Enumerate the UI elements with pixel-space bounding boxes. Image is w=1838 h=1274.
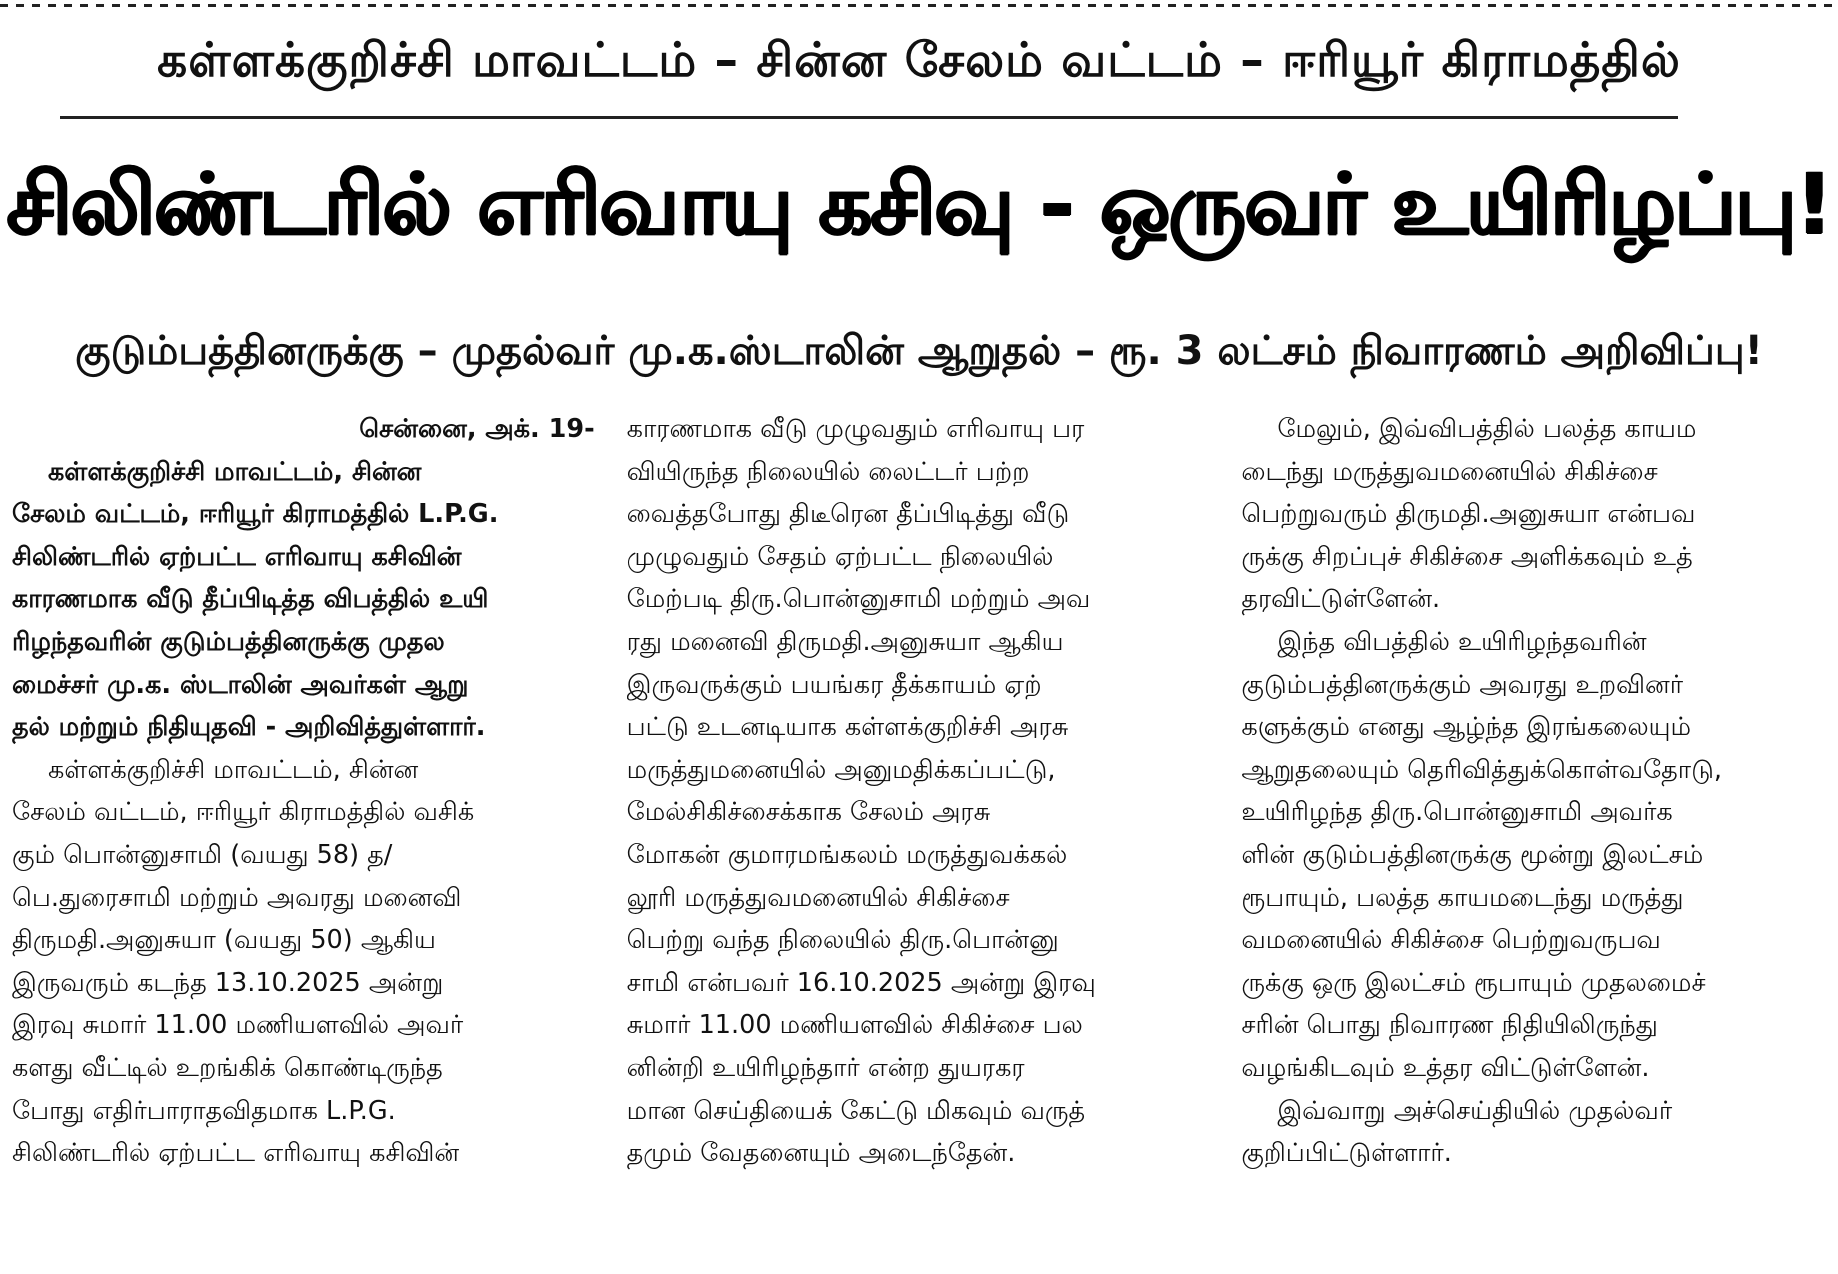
text-line: குடும்பத்தினருக்கும் அவரது உறவினர் (1241, 669, 1684, 700)
article-subheadline: குடும்பத்தினருக்கு – முதல்வர் மு.க.ஸ்டாலின் ஆறுதல் – ரூ. 3 லட்சம் நிவாரணம் அறிவிப்பு! (75, 327, 1763, 374)
kicker-divider (60, 116, 1678, 119)
text-line: தமும் வேதனையும் அடைந்தேன். (626, 1138, 1016, 1169)
text-line: ரது மனைவி திருமதி.அனுசுயா ஆகிய (626, 626, 1064, 657)
text-line: தரவிட்டுள்ளேன். (1241, 584, 1441, 615)
text-line: மேல்சிகிச்சைக்காக சேலம் அரசு (626, 797, 991, 828)
text-line: ஆறுதலையும் தெரிவித்துக்கொள்வதோடு, (1241, 754, 1722, 785)
article-body (12, 408, 1828, 1270)
text-line: ரூபாயும், பலத்த காயமடைந்து மருத்து (1241, 882, 1684, 913)
lead-line: மைச்சர் மு.க. ஸ்டாலின் அவர்கள் ஆறு (12, 669, 469, 700)
text-line: லூரி மருத்துவமனையில் சிகிச்சை (626, 882, 1010, 913)
text-line: காரணமாக வீடு முழுவதும் எரிவாயு பர (626, 414, 1085, 444)
text-line: சரின் பொது நிவாரண நிதியிலிருந்து (1241, 1010, 1658, 1041)
lead-line: சிலிண்டரில் ஏற்பட்ட எரிவாயு கசிவின் (12, 541, 462, 572)
text-line: சேலம் வட்டம், ஈரியூர் கிராமத்தில் வசிக் (12, 797, 475, 828)
lead-line: கள்ளக்குறிச்சி மாவட்டம், சின்ன (48, 456, 422, 487)
text-line: மான செய்தியைக் கேட்டு மிகவும் வருத் (626, 1095, 1086, 1126)
body-column-1 (12, 408, 599, 1270)
text-line: இரவு சுமார் 11.00 மணியளவில் அவர் (12, 1010, 464, 1041)
text-line: வமனையில் சிகிச்சை பெற்றுவருபவ (1241, 925, 1661, 956)
article-kicker: கள்ளக்குறிச்சி மாவட்டம் – சின்ன சேலம் வட்டம் – ஈரியூர் கிராமத்தில் (157, 32, 1681, 88)
text-line: குறிப்பிட்டுள்ளார். (1241, 1138, 1452, 1169)
text-line: களது வீட்டில் உறங்கிக் கொண்டிருந்த (12, 1052, 443, 1083)
text-line: கள்ளக்குறிச்சி மாவட்டம், சின்ன (48, 754, 419, 785)
text-line: னின்றி உயிரிழந்தார் என்ற துயரகர (626, 1052, 1025, 1083)
text-line: வழங்கிடவும் உத்தர விட்டுள்ளேன். (1241, 1052, 1650, 1083)
lead-line: ரிழந்தவரின் குடும்பத்தினருக்கு முதல (12, 626, 445, 657)
body-column-2 (627, 408, 1214, 1270)
text-line: மருத்துமனையில் அனுமதிக்கப்பட்டு, (626, 754, 1056, 785)
text-line: வைத்தபோது திடீரென தீப்பிடித்து வீடு (626, 499, 1070, 530)
text-line: பட்டு உடனடியாக கள்ளக்குறிச்சி அரசு (626, 712, 1069, 743)
text-line: பெற்று வந்த நிலையில் திரு.பொன்னு (626, 925, 1059, 956)
text-line: ருக்கு சிறப்புச் சிகிச்சை அளிக்கவும் உத் (1241, 541, 1693, 572)
text-line: சிலிண்டரில் ஏற்பட்ட எரிவாயு கசிவின் (12, 1138, 460, 1169)
text-line: போது எதிர்பாராதவிதமாக L.P.G. (12, 1095, 396, 1126)
text-line: இந்த விபத்தில் உயிரிழந்தவரின் (1277, 626, 1647, 657)
lead-line: காரணமாக வீடு தீப்பிடித்த விபத்தில் உயி (12, 584, 489, 615)
text-line: கும் பொன்னுசாமி (வயது 58) த/ (12, 839, 393, 870)
text-line: இருவருக்கும் பயங்கர தீக்காயம் ஏற் (626, 669, 1042, 700)
lead-line: சேலம் வட்டம், ஈரியூர் கிராமத்தில் L.P.G. (12, 499, 499, 530)
lead-line: தல் மற்றும் நிதியுதவி - அறிவித்துள்ளார். (12, 712, 486, 743)
text-line: உயிரிழந்த திரு.பொன்னுசாமி அவர்க (1241, 797, 1673, 828)
body-column-3 (1241, 408, 1828, 1270)
text-line: திருமதி.அனுசுயா (வயது 50) ஆகிய (12, 925, 436, 956)
text-line: பெ.துரைசாமி மற்றும் அவரது மனைவி (12, 882, 462, 913)
text-line: மேலும், இவ்விபத்தில் பலத்த காயம (1277, 414, 1697, 444)
text-line: டைந்து மருத்துவமனையில் சிகிச்சை (1241, 456, 1658, 487)
text-line: வியிருந்த நிலையில் லைட்டர் பற்ற (626, 456, 1030, 487)
text-line: சாமி என்பவர் 16.10.2025 அன்று இரவு (626, 967, 1096, 998)
text-line: களுக்கும் எனது ஆழ்ந்த இரங்கலையும் (1241, 712, 1691, 743)
text-line: இருவரும் கடந்த 13.10.2025 அன்று (12, 967, 444, 998)
text-line: சுமார் 11.00 மணியளவில் சிகிச்சை பல (626, 1010, 1083, 1041)
text-line: இவ்வாறு அச்செய்தியில் முதல்வர் (1277, 1095, 1673, 1126)
text-line: மேற்படி திரு.பொன்னுசாமி மற்றும் அவ (626, 584, 1091, 615)
text-line: ருக்கு ஒரு இலட்சம் ரூபாயும் முதலமைச் (1241, 967, 1706, 998)
text-line: ளின் குடும்பத்தினருக்கு மூன்று இலட்சம் (1241, 839, 1704, 870)
text-line: மோகன் குமாரமங்கலம் மருத்துவக்கல் (626, 839, 1068, 870)
text-line: பெற்றுவரும் திருமதி.அனுசுயா என்பவ (1241, 499, 1696, 530)
clipping-border (0, 0, 1838, 14)
text-line: முழுவதும் சேதம் ஏற்பட்ட நிலையில் (626, 541, 1054, 572)
dateline: சென்னை, அக். 19- (359, 414, 595, 444)
article-headline: சிலிண்டரில் எரிவாயு கசிவு - ஒருவர் உயிரிழப்பு! (6, 155, 1832, 253)
